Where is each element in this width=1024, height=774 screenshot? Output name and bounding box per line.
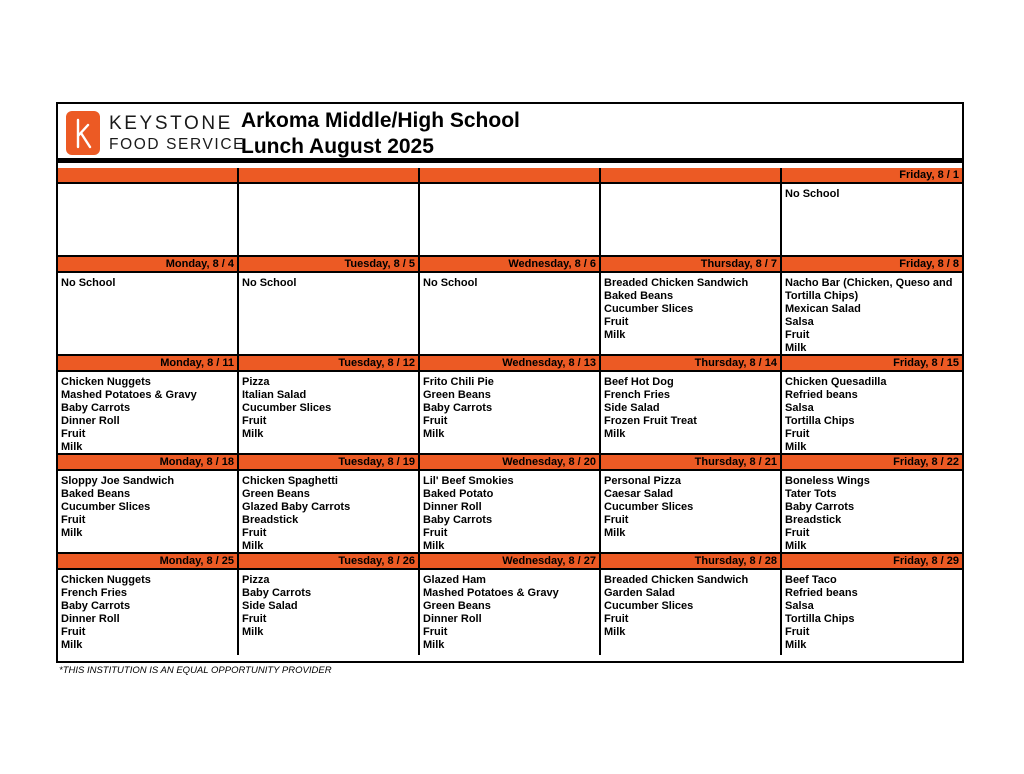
keystone-logo — [66, 110, 246, 156]
day-cell — [239, 257, 420, 356]
menu-header — [58, 104, 962, 163]
menu-item: Sloppy Joe Sandwich — [61, 475, 175, 487]
day-menu-items — [782, 471, 962, 553]
menu-item: Baby Carrots — [423, 402, 493, 414]
menu-item: Beef Hot Dog — [604, 376, 674, 388]
menu-item: Baby Carrots — [785, 501, 855, 513]
menu-item: Cucumber Slices — [604, 501, 694, 513]
menu-item: Milk — [604, 527, 626, 539]
week-row — [58, 455, 962, 554]
day-menu-items — [239, 570, 418, 639]
day-date-header: Friday, 8 / 15 — [782, 356, 962, 372]
menu-item: Milk — [242, 540, 264, 552]
day-menu-items — [601, 570, 780, 639]
keystone-k-logo-icon — [66, 111, 100, 155]
menu-item: French Fries — [604, 389, 671, 401]
day-date-header: Monday, 8 / 25 — [58, 554, 237, 570]
menu-item: Tater Tots — [785, 488, 837, 500]
menu-item: Tortilla Chips — [785, 415, 855, 427]
day-cell — [601, 554, 782, 655]
day-menu-items — [420, 570, 599, 652]
day-cell — [601, 455, 782, 554]
lunch-menu-calendar — [56, 102, 964, 663]
menu-item: Baby Carrots — [61, 402, 131, 414]
menu-item: Frozen Fruit Treat — [604, 415, 697, 427]
menu-item: Milk — [785, 441, 807, 453]
day-cell — [601, 168, 782, 257]
menu-item: No School — [423, 277, 478, 289]
day-date-header: Wednesday, 8 / 13 — [420, 356, 599, 372]
menu-item: Dinner Roll — [61, 415, 120, 427]
day-menu-items — [239, 273, 418, 290]
menu-item: No School — [61, 277, 116, 289]
day-menu-items — [420, 471, 599, 553]
menu-item: Beef Taco — [785, 574, 837, 586]
day-cell — [239, 554, 420, 655]
menu-titles — [241, 108, 520, 160]
menu-item: Side Salad — [242, 600, 298, 612]
menu-item: Caesar Salad — [604, 488, 674, 500]
day-date-header: Thursday, 8 / 7 — [601, 257, 780, 273]
day-menu-items — [58, 570, 237, 652]
day-date-header: Wednesday, 8 / 20 — [420, 455, 599, 471]
menu-item: Nacho Bar (Chicken, Queso and — [785, 277, 953, 289]
menu-item: Dinner Roll — [423, 613, 482, 625]
menu-item: Fruit — [61, 514, 86, 526]
day-cell — [782, 168, 962, 257]
menu-item: Fruit — [785, 626, 810, 638]
menu-item: Fruit — [423, 626, 448, 638]
day-date-header: Friday, 8 / 22 — [782, 455, 962, 471]
menu-item: Fruit — [604, 316, 629, 328]
menu-item: Milk — [423, 639, 445, 651]
day-menu-items — [782, 372, 962, 454]
menu-item: Refried beans — [785, 389, 858, 401]
day-cell — [601, 356, 782, 455]
day-menu-items — [58, 184, 237, 188]
day-cell — [239, 455, 420, 554]
menu-item: Tortilla Chips — [785, 613, 855, 625]
day-cell — [782, 257, 962, 356]
day-menu-items — [58, 372, 237, 454]
menu-item: Green Beans — [423, 389, 491, 401]
menu-item: Dinner Roll — [423, 501, 482, 513]
day-menu-items — [601, 184, 780, 188]
menu-item: Milk — [785, 342, 807, 354]
menu-item: Cucumber Slices — [604, 303, 694, 315]
menu-item: Cucumber Slices — [242, 402, 332, 414]
day-menu-items — [420, 184, 599, 188]
menu-item: Pizza — [242, 574, 270, 586]
day-cell — [782, 554, 962, 655]
day-cell — [239, 356, 420, 455]
day-cell — [58, 455, 239, 554]
menu-item: Milk — [785, 540, 807, 552]
day-date-header: Tuesday, 8 / 12 — [239, 356, 418, 372]
menu-item: Baby Carrots — [61, 600, 131, 612]
week-row — [58, 356, 962, 455]
day-menu-items — [782, 570, 962, 652]
menu-item: Salsa — [785, 316, 814, 328]
week-row — [58, 168, 962, 257]
menu-item: Milk — [242, 626, 264, 638]
day-cell — [58, 168, 239, 257]
menu-item: Green Beans — [423, 600, 491, 612]
day-date-header — [601, 168, 780, 184]
menu-item: Fruit — [604, 613, 629, 625]
menu-item: Milk — [604, 626, 626, 638]
menu-item: Breaded Chicken Sandwich — [604, 574, 749, 586]
menu-item: Milk — [785, 639, 807, 651]
menu-item: Milk — [604, 428, 626, 440]
day-date-header — [58, 168, 237, 184]
day-menu-items — [58, 273, 237, 290]
day-date-header: Thursday, 8 / 21 — [601, 455, 780, 471]
menu-item: French Fries — [61, 587, 128, 599]
menu-item: Fruit — [242, 415, 267, 427]
day-cell — [420, 356, 601, 455]
menu-item: No School — [242, 277, 297, 289]
menu-item: Baked Beans — [61, 488, 131, 500]
menu-item: Baby Carrots — [423, 514, 493, 526]
equal-opportunity-note: *THIS INSTITUTION IS AN EQUAL OPPORTUNITY PROVIDER — [59, 665, 332, 676]
day-date-header: Thursday, 8 / 14 — [601, 356, 780, 372]
menu-item: Mashed Potatoes & Gravy — [61, 389, 197, 401]
menu-item: Frito Chili Pie — [423, 376, 494, 388]
day-cell — [420, 257, 601, 356]
day-date-header: Friday, 8 / 8 — [782, 257, 962, 273]
day-cell — [420, 455, 601, 554]
menu-item: Baby Carrots — [242, 587, 312, 599]
menu-item: Fruit — [423, 415, 448, 427]
menu-item: Milk — [61, 527, 83, 539]
menu-item: Personal Pizza — [604, 475, 682, 487]
menu-item: Lil' Beef Smokies — [423, 475, 514, 487]
logo-text-top: KEYSTONE — [109, 113, 233, 134]
logo-text-bottom: FOOD SERVICE — [109, 136, 246, 153]
menu-item: Fruit — [604, 514, 629, 526]
menu-item: Mashed Potatoes & Gravy — [423, 587, 559, 599]
menu-item: Glazed Baby Carrots — [242, 501, 351, 513]
menu-item: Garden Salad — [604, 587, 675, 599]
day-date-header: Monday, 8 / 4 — [58, 257, 237, 273]
menu-title: Lunch August 2025 — [241, 135, 434, 158]
menu-item: Breaded Chicken Sandwich — [604, 277, 749, 289]
day-date-header: Friday, 8 / 29 — [782, 554, 962, 570]
menu-item: Fruit — [785, 329, 810, 341]
day-menu-items — [239, 471, 418, 553]
day-menu-items — [782, 273, 962, 355]
day-menu-items — [239, 372, 418, 441]
day-date-header: Tuesday, 8 / 19 — [239, 455, 418, 471]
day-date-header: Friday, 8 / 1 — [782, 168, 962, 184]
day-menu-items — [601, 273, 780, 342]
menu-item: Refried beans — [785, 587, 858, 599]
day-cell — [420, 168, 601, 257]
menu-item: Side Salad — [604, 402, 660, 414]
day-date-header: Thursday, 8 / 28 — [601, 554, 780, 570]
day-cell — [420, 554, 601, 655]
menu-item: Fruit — [242, 613, 267, 625]
menu-item: Chicken Quesadilla — [785, 376, 887, 388]
day-cell — [601, 257, 782, 356]
day-cell — [58, 257, 239, 356]
menu-item: Cucumber Slices — [61, 501, 151, 513]
menu-item: Chicken Nuggets — [61, 376, 151, 388]
day-menu-items — [601, 372, 780, 441]
day-cell — [58, 554, 239, 655]
week-row — [58, 554, 962, 655]
menu-item: Green Beans — [242, 488, 310, 500]
menu-item: Milk — [423, 428, 445, 440]
menu-item: Fruit — [242, 527, 267, 539]
menu-item: Glazed Ham — [423, 574, 486, 586]
menu-item: Mexican Salad — [785, 303, 861, 315]
menu-item: Chicken Spaghetti — [242, 475, 338, 487]
menu-item: Cucumber Slices — [604, 600, 694, 612]
menu-item: Chicken Nuggets — [61, 574, 151, 586]
menu-item: Fruit — [785, 428, 810, 440]
menu-item: Breadstick — [242, 514, 299, 526]
day-menu-items — [420, 273, 599, 290]
menu-item: Pizza — [242, 376, 270, 388]
day-cell — [58, 356, 239, 455]
day-menu-items — [601, 471, 780, 540]
day-cell — [239, 168, 420, 257]
menu-item: Breadstick — [785, 514, 842, 526]
day-date-header: Wednesday, 8 / 6 — [420, 257, 599, 273]
day-date-header — [420, 168, 599, 184]
school-name: Arkoma Middle/High School — [241, 109, 520, 132]
menu-item: Milk — [604, 329, 626, 341]
day-menu-items — [239, 184, 418, 188]
day-date-header — [239, 168, 418, 184]
menu-item: Fruit — [785, 527, 810, 539]
menu-item: Milk — [61, 441, 83, 453]
day-cell — [782, 356, 962, 455]
menu-item: No School — [785, 188, 840, 200]
menu-item: Boneless Wings — [785, 475, 870, 487]
day-date-header: Monday, 8 / 18 — [58, 455, 237, 471]
menu-item: Baked Potato — [423, 488, 494, 500]
day-cell — [782, 455, 962, 554]
menu-item: Milk — [242, 428, 264, 440]
day-date-header: Monday, 8 / 11 — [58, 356, 237, 372]
menu-item: Fruit — [423, 527, 448, 539]
day-menu-items — [782, 184, 962, 201]
menu-item: Fruit — [61, 428, 86, 440]
menu-item: Baked Beans — [604, 290, 674, 302]
week-row — [58, 257, 962, 356]
menu-item: Salsa — [785, 402, 814, 414]
day-menu-items — [420, 372, 599, 441]
day-date-header: Tuesday, 8 / 26 — [239, 554, 418, 570]
day-date-header: Tuesday, 8 / 5 — [239, 257, 418, 273]
menu-item: Tortilla Chips) — [785, 290, 859, 302]
menu-item: Milk — [61, 639, 83, 651]
menu-item: Fruit — [61, 626, 86, 638]
day-date-header: Wednesday, 8 / 27 — [420, 554, 599, 570]
menu-item: Dinner Roll — [61, 613, 120, 625]
menu-item: Italian Salad — [242, 389, 307, 401]
menu-item: Salsa — [785, 600, 814, 612]
day-menu-items — [58, 471, 237, 540]
menu-item: Milk — [423, 540, 445, 552]
